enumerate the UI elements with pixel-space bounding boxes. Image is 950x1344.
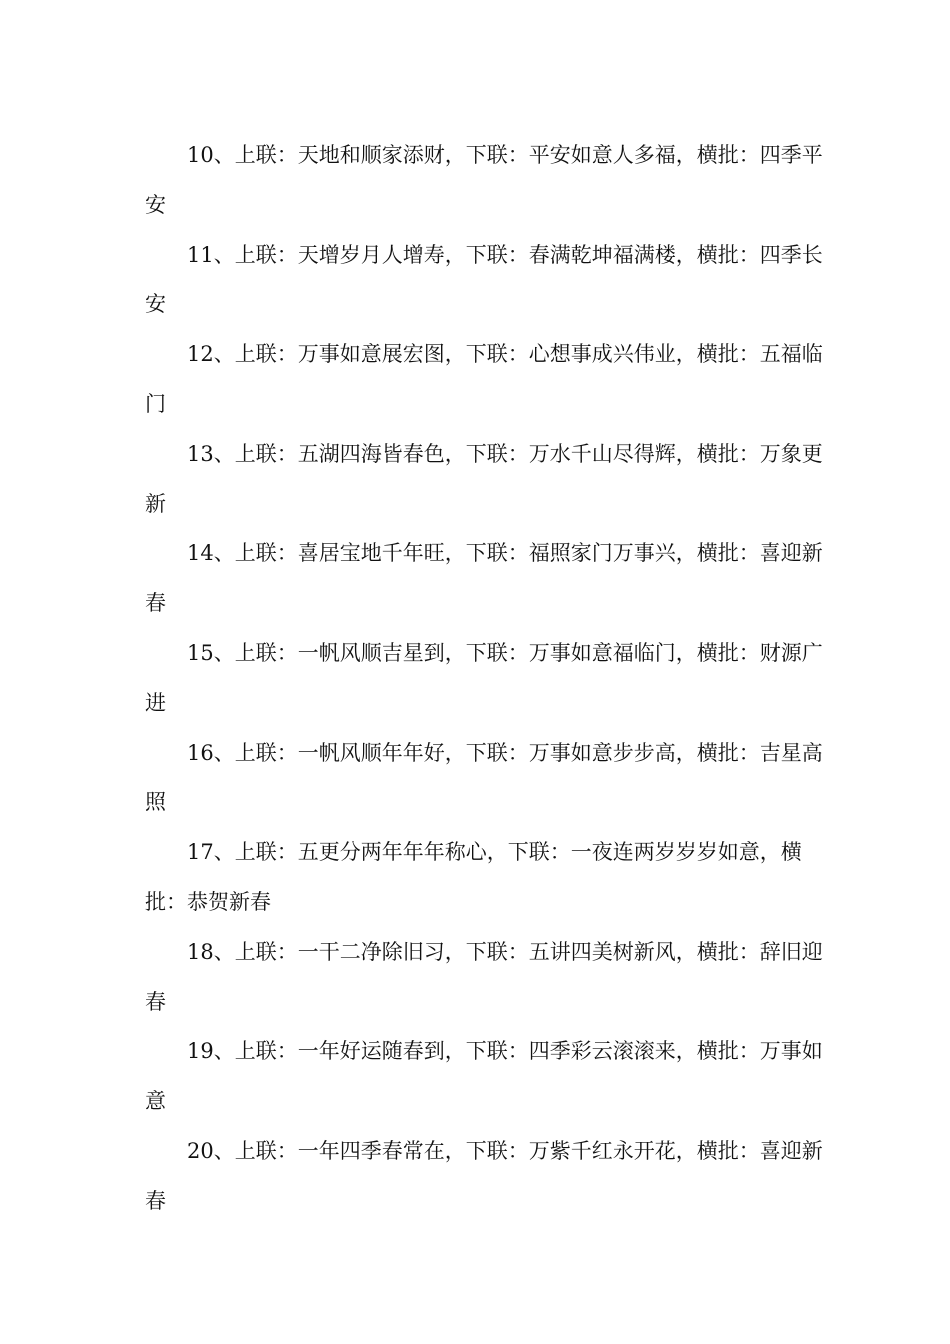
paragraph-line: 喜迎新春: [145, 1138, 823, 1213]
couplet-paragraph-12: [145, 330, 830, 430]
couplet-paragraph-18: [145, 928, 830, 1028]
couplet-paragraph-11: [145, 231, 830, 331]
paragraph-line: 四季平安: [145, 143, 823, 217]
paragraph-line: 16、上联：一帆风顺年年好，下联：万事如意步步高，横批：: [187, 740, 760, 765]
paragraph-line: 万象更新: [145, 441, 823, 516]
couplet-paragraph-14: [145, 529, 830, 629]
paragraph-line: 横批：恭贺新春: [145, 840, 802, 914]
couplet-paragraph-19: [145, 1027, 830, 1127]
paragraph-line: 吉星高照: [145, 740, 823, 815]
paragraph-line: 15、上联：一帆风顺吉星到，下联：万事如意福临门，横批：: [187, 640, 760, 665]
paragraph-line: 12、上联：万事如意展宏图，下联：心想事成兴伟业，横批：: [187, 342, 760, 367]
couplet-paragraph-20: [145, 1127, 830, 1227]
paragraph-line: 10、上联：天地和顺家添财，下联：平安如意人多福，横批：: [187, 143, 760, 167]
paragraph-line: 11、上联：天增岁月人增寿，下联：春满乾坤福满楼，横批：: [187, 242, 760, 267]
paragraph-line: 13、上联：五湖四海皆春色，下联：万水千山尽得辉，横批：: [187, 441, 760, 466]
paragraph-line: 辞旧迎春: [145, 939, 823, 1014]
paragraph-line: 20、上联：一年四季春常在，下联：万紫千红永开花，横批：: [187, 1138, 760, 1163]
couplet-paragraph-16: [145, 729, 830, 829]
couplet-paragraph-15: [145, 629, 830, 729]
paragraph-line: 17、上联：五更分两年年年称心，下联：一夜连两岁岁岁如意，: [187, 840, 781, 865]
paragraph-line: 财源广进: [145, 640, 823, 715]
paragraph-line: 五福临门: [145, 342, 823, 416]
document-body: [145, 131, 830, 1227]
paragraph-line: 19、上联：一年好运随春到，下联：四季彩云滚滚来，横批：: [187, 1039, 760, 1064]
paragraph-line: 四季长安: [145, 242, 823, 317]
paragraph-line: 喜迎新春: [145, 541, 823, 616]
paragraph-line: 14、上联：喜居宝地千年旺，下联：福照家门万事兴，横批：: [187, 541, 760, 566]
couplet-paragraph-17: [145, 828, 830, 928]
paragraph-line: 万事如意: [145, 1039, 823, 1114]
couplet-paragraph-10: [145, 131, 830, 231]
paragraph-line: 18、上联：一干二净除旧习，下联：五讲四美树新风，横批：: [187, 939, 760, 964]
couplet-paragraph-13: [145, 430, 830, 530]
